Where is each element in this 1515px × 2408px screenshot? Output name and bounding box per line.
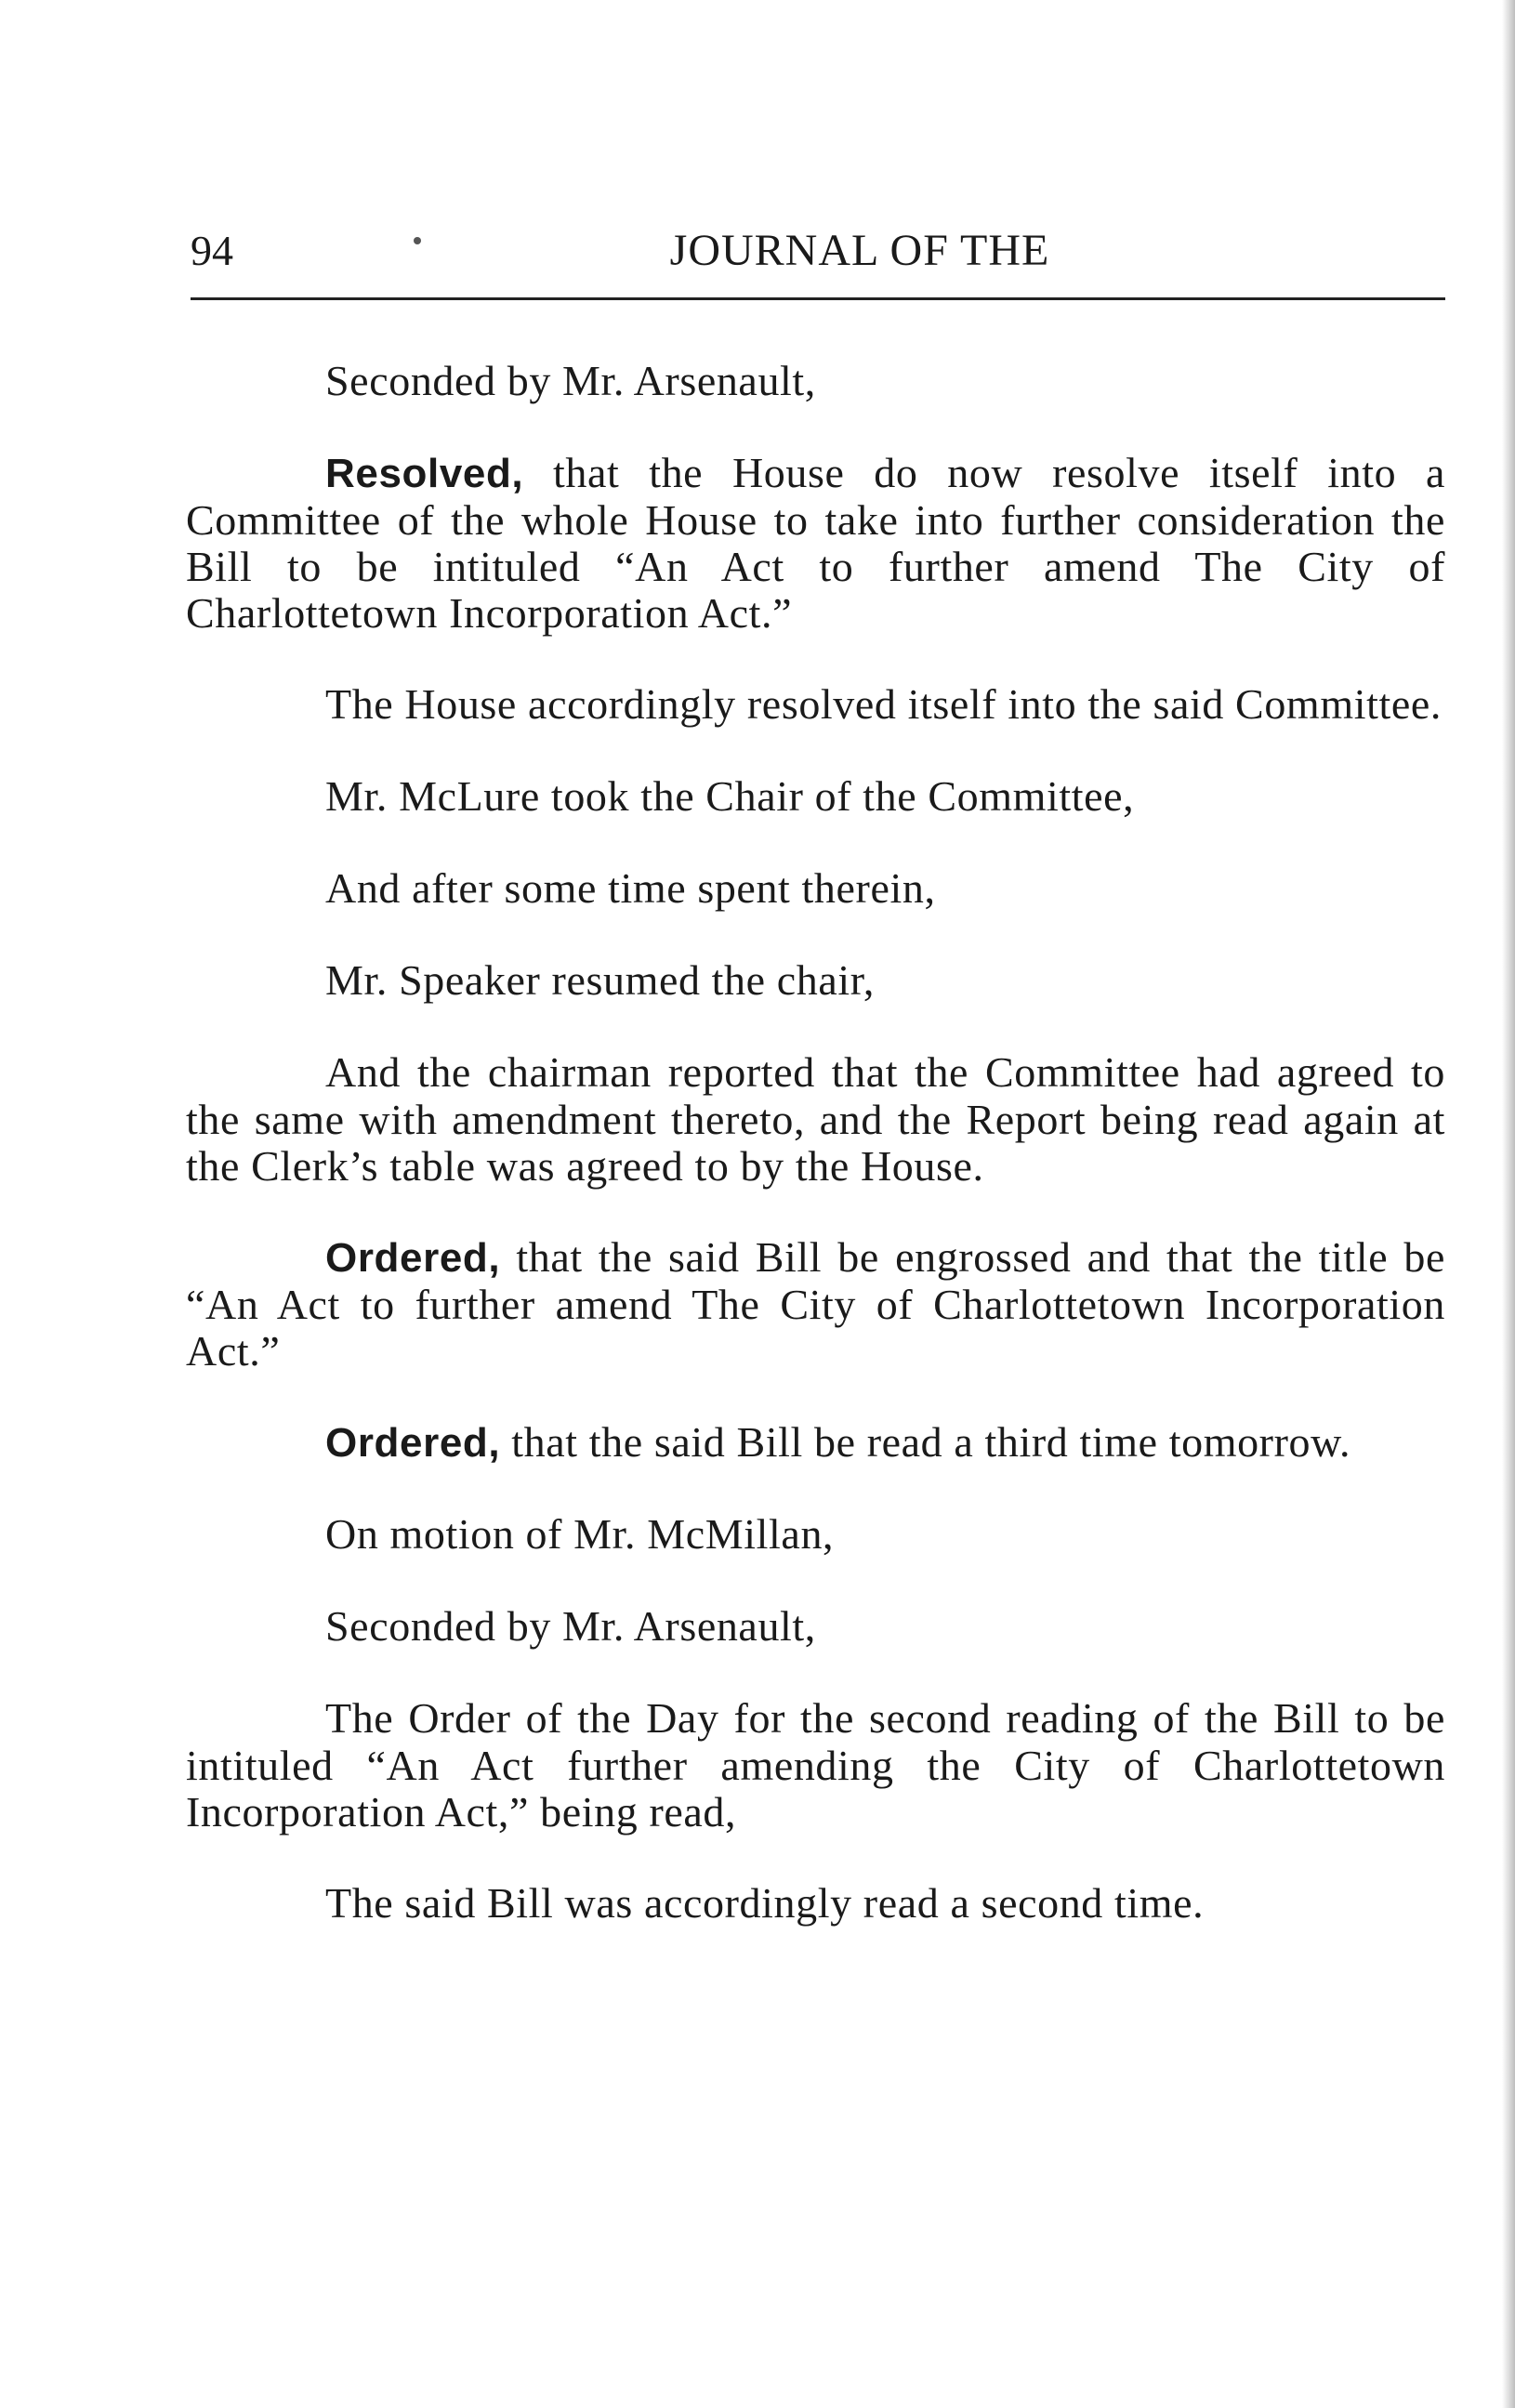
paragraph-seconded-2: [186, 1603, 1445, 1651]
page-number: 94: [191, 227, 233, 274]
paragraph-text: Mr. Speaker resumed the chair,: [325, 956, 875, 1004]
paragraph-text: Seconded by Mr. Arsenault,: [325, 357, 816, 404]
page-header: [191, 218, 1445, 283]
header-rule: [191, 297, 1445, 300]
paragraph-ordered-third-reading: [186, 1419, 1445, 1467]
paragraph-motion: [186, 1511, 1445, 1559]
paragraph-text: On motion of Mr. McMillan,: [325, 1510, 835, 1558]
paragraph-text: that the said Bill be read a third time tomorrow.: [500, 1418, 1351, 1466]
paragraph-house-resolved: [186, 681, 1445, 729]
paragraph-order-of-day: [186, 1695, 1445, 1836]
paragraph-ordered-engrossed: [186, 1234, 1445, 1375]
journal-body: [186, 358, 1445, 1972]
paragraph-second-reading: [186, 1880, 1445, 1928]
paragraph-text: Seconded by Mr. Arsenault,: [325, 1602, 816, 1650]
paragraph-lead: Resolved,: [325, 451, 524, 496]
paragraph-lead: Ordered,: [325, 1420, 501, 1466]
paragraph-text: And the chairman reported that the Committee had agreed to the same with amendment thereto, and the Report being read again at the Clerk’s table was agreed to by the House.: [186, 1048, 1445, 1190]
paragraph-time-spent: [186, 865, 1445, 913]
paragraph-lead: Ordered,: [325, 1235, 501, 1281]
paragraph-text: The House accordingly resolved itself into the said Committee.: [325, 680, 1442, 728]
paragraph-text: that the House do now resolve itself into a Committee of the whole House to take into further consideration the Bill to be intituled “An Act to further amend The City of Charlottetown Incorporation Act.”: [186, 449, 1445, 637]
paragraph-text: Mr. McLure took the Chair of the Committee,: [325, 772, 1135, 820]
paragraph-text: And after some time spent therein,: [325, 864, 936, 912]
paragraph-chair: [186, 773, 1445, 821]
paragraph-speaker-resumed: [186, 957, 1445, 1005]
paragraph-resolved: [186, 450, 1445, 637]
paragraph-text: The said Bill was accordingly read a second time.: [325, 1879, 1205, 1927]
page-edge-shadow: [1502, 0, 1515, 2408]
paragraph-text: The Order of the Day for the second reading of the Bill to be intituled “An Act further amending the City of Charlottetown Incorporation Act,” being read,: [186, 1694, 1445, 1836]
paragraph-text: that the said Bill be engrossed and that the title be “An Act to further amend The City of Charlottetown Incorporation Act.”: [186, 1233, 1445, 1375]
paragraph-seconded-1: [186, 358, 1445, 405]
paragraph-chairman-reported: [186, 1049, 1445, 1190]
running-head: JOURNAL OF THE: [669, 226, 1050, 275]
